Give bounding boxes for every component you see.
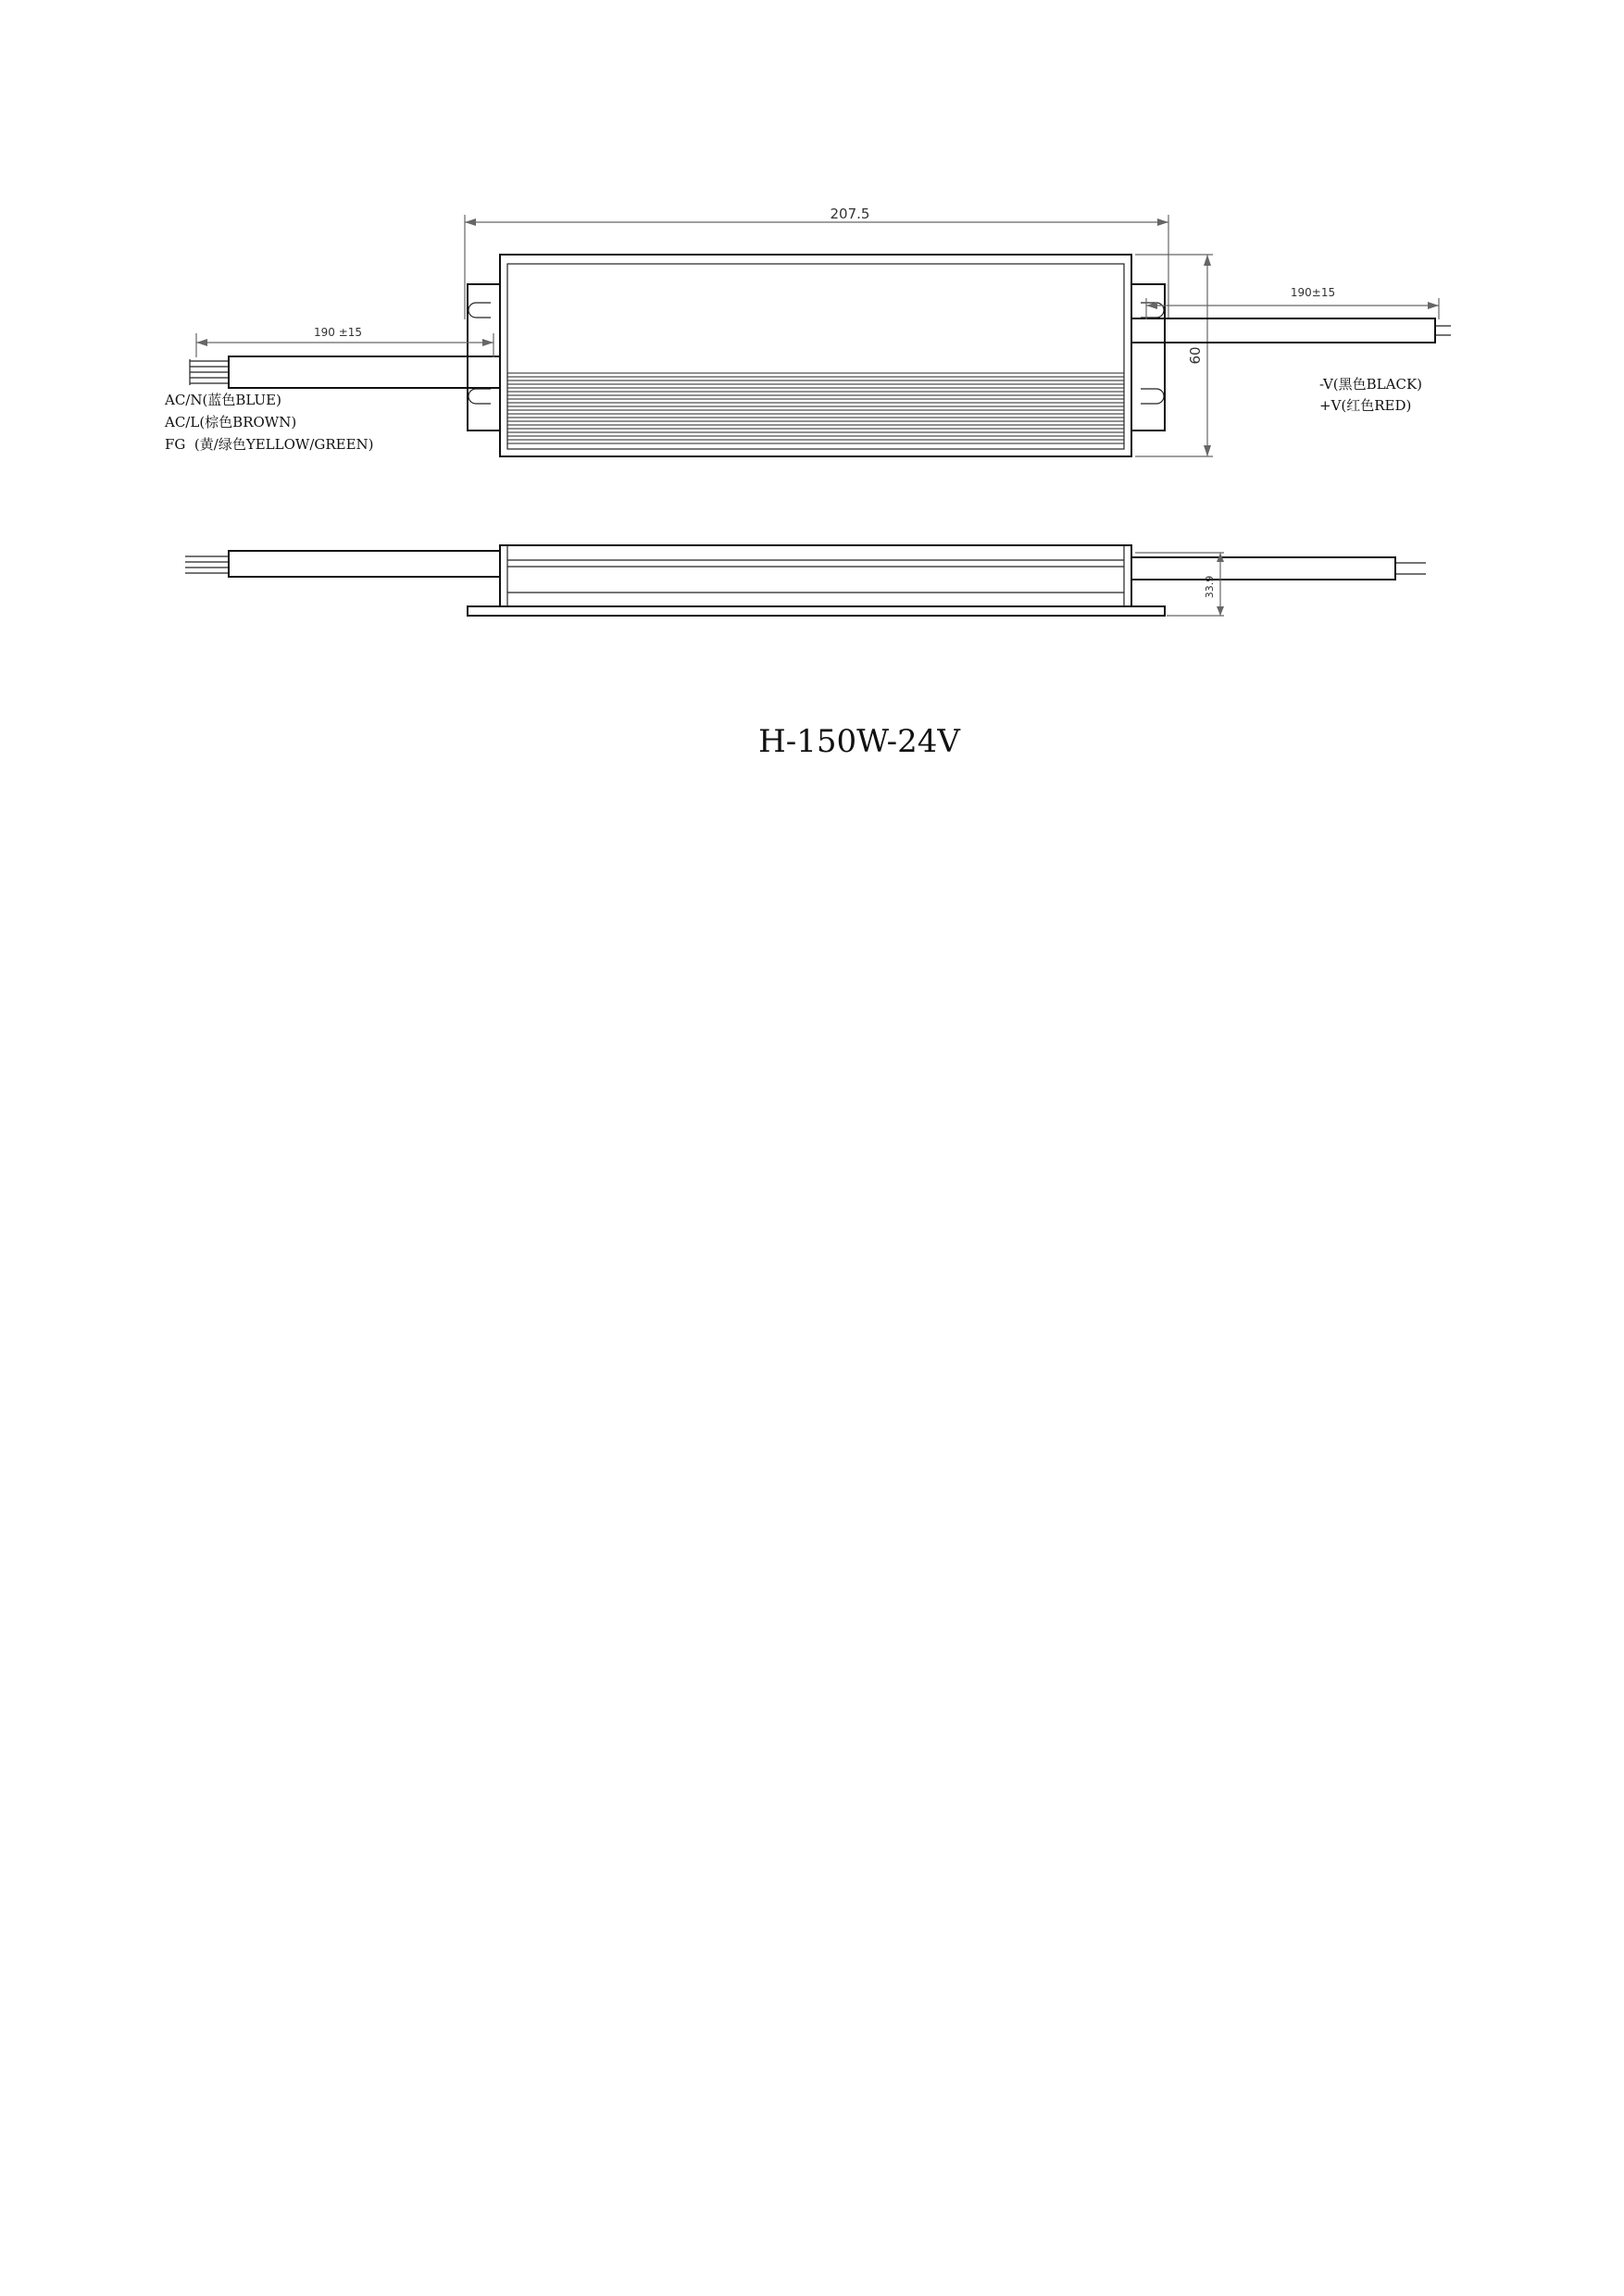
wire-label-positive: +V(红色RED)	[1319, 397, 1412, 414]
side-view	[185, 545, 1426, 616]
overall-length-dimension	[465, 206, 1168, 319]
right-mounting-flange	[1131, 284, 1165, 430]
heatsink-fins	[507, 373, 1124, 443]
overall-length-label: 207.5	[830, 206, 870, 222]
output-wire-legend	[1319, 376, 1422, 414]
height-label: 60	[1187, 346, 1204, 365]
top-view	[164, 206, 1451, 456]
wire-label-negative: -V(黑色BLACK)	[1319, 376, 1423, 393]
input-cable	[190, 326, 500, 388]
housing-top	[500, 255, 1131, 456]
input-cable-length-label: 190 ±15	[313, 326, 363, 339]
output-cable	[1131, 286, 1451, 343]
side-height-label: 33.9	[1204, 575, 1216, 599]
wire-label-fg: FG (黄/绿色YELLOW/GREEN)	[165, 436, 374, 453]
input-wire-legend	[164, 392, 374, 453]
wire-label-acn: AC/N(蓝色BLUE)	[165, 392, 281, 408]
model-caption: H-150W-24V	[758, 723, 960, 760]
wire-label-acl: AC/L(棕色BROWN)	[165, 414, 297, 430]
output-cable-length-label: 190±15	[1290, 286, 1336, 299]
